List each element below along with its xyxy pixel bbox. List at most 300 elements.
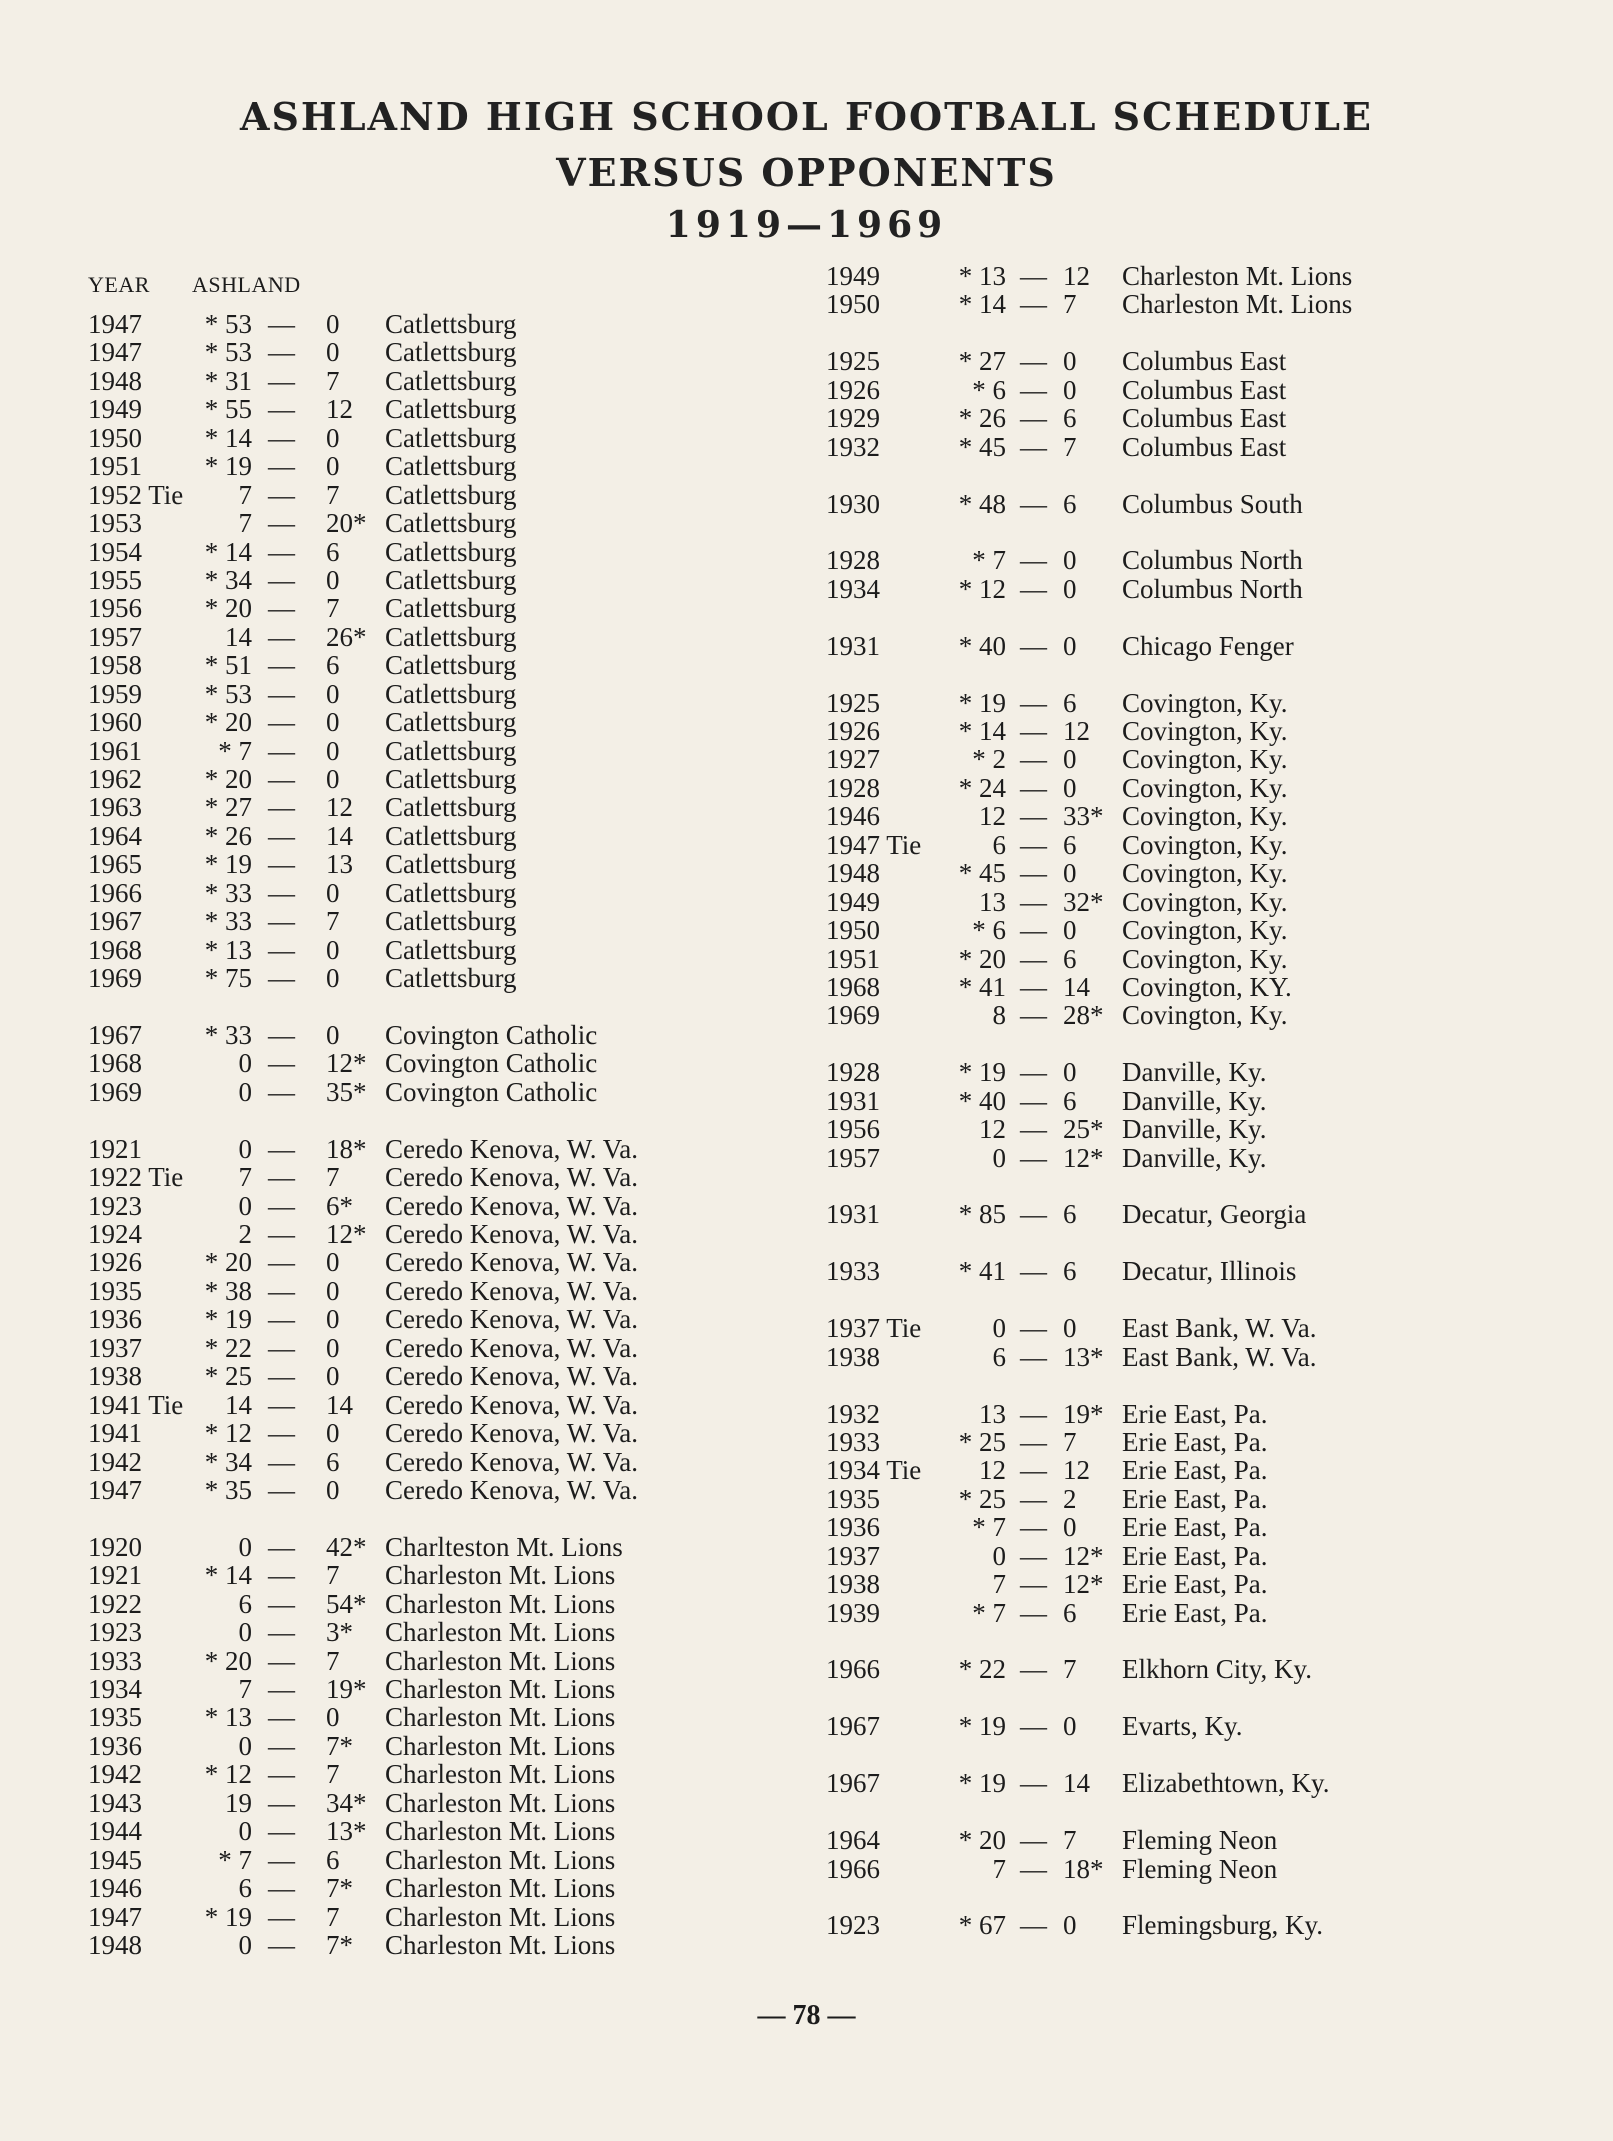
score-dash: — bbox=[268, 394, 295, 425]
opponent-score: 13* bbox=[1063, 1341, 1104, 1372]
game-year: 1931 bbox=[826, 1199, 880, 1230]
opponent-name: Charleston Mt. Lions bbox=[385, 1873, 616, 1904]
ashland-score: * 85 bbox=[958, 1199, 1006, 1230]
ashland-score: * 19 bbox=[958, 1768, 1006, 1799]
score-dash: — bbox=[268, 536, 295, 567]
game-year: 1929 bbox=[826, 403, 880, 434]
opponent-name: Ceredo Kenova, W. Va. bbox=[385, 1190, 638, 1221]
right-column bbox=[826, 262, 1586, 1940]
ashland-score: 0 bbox=[992, 1540, 1006, 1571]
score-dash: — bbox=[268, 1304, 295, 1335]
opponent-name: Catlettsburg bbox=[385, 764, 517, 794]
ashland-score: * 19 bbox=[204, 849, 252, 880]
score-dash: — bbox=[1020, 1199, 1047, 1230]
ashland-score: * 34 bbox=[204, 564, 252, 595]
opponent-name: Catlettsburg bbox=[385, 309, 517, 339]
schedule-row bbox=[88, 1647, 848, 1675]
score-dash: — bbox=[268, 1873, 295, 1904]
opponent-score: 0 bbox=[1063, 346, 1077, 377]
ashland-score: * 25 bbox=[958, 1483, 1006, 1514]
game-year: 1927 bbox=[826, 744, 880, 775]
opponent-name: Columbus South bbox=[1122, 488, 1303, 519]
score-dash: — bbox=[268, 1133, 295, 1164]
game-year: 1949 bbox=[88, 394, 142, 425]
game-year: 1939 bbox=[826, 1597, 880, 1628]
game-year: 1951 bbox=[826, 943, 880, 974]
schedule-row bbox=[88, 1419, 848, 1447]
ashland-score: 0 bbox=[238, 1190, 252, 1221]
game-year: 1951 bbox=[88, 451, 142, 482]
game-year: 1958 bbox=[88, 650, 142, 681]
schedule-row bbox=[826, 916, 1586, 944]
score-dash: — bbox=[268, 1588, 295, 1619]
schedule-row bbox=[88, 367, 848, 395]
opponent-score: 42* bbox=[326, 1531, 367, 1562]
opponent-score: 6 bbox=[1063, 403, 1077, 434]
opponent-name: Elkhorn City, Ky. bbox=[1122, 1654, 1312, 1685]
game-year: 1926 bbox=[826, 374, 880, 405]
opponent-score: 6 bbox=[1063, 1199, 1077, 1230]
score-dash: — bbox=[1020, 1512, 1047, 1543]
score-dash: — bbox=[1020, 1825, 1047, 1856]
section-gap bbox=[826, 1172, 1586, 1200]
opponent-name: Erie East, Pa. bbox=[1122, 1540, 1268, 1571]
score-dash: — bbox=[268, 877, 295, 908]
game-year: 1952 Tie bbox=[88, 479, 184, 510]
opponent-name: East Bank, W. Va. bbox=[1122, 1341, 1317, 1372]
opponent-name: Catlettsburg bbox=[385, 422, 517, 453]
game-year: 1956 bbox=[826, 1114, 880, 1145]
game-year: 1948 bbox=[88, 1929, 142, 1960]
game-year: 1967 bbox=[88, 906, 142, 937]
opponent-name: Ceredo Kenova, W. Va. bbox=[385, 1247, 638, 1278]
schedule-row bbox=[826, 1911, 1586, 1939]
opponent-score: 7 bbox=[326, 1901, 340, 1932]
opponent-score: 7 bbox=[1063, 289, 1077, 320]
ashland-score: * 41 bbox=[958, 971, 1006, 1002]
opponent-name: Columbus East bbox=[1122, 403, 1287, 434]
opponent-score: 18* bbox=[326, 1133, 367, 1164]
opponent-name: Catlettsburg bbox=[385, 934, 517, 965]
opponent-name: Chicago Fenger bbox=[1122, 630, 1294, 661]
schedule-row bbox=[88, 1561, 848, 1589]
score-dash: — bbox=[1020, 1085, 1047, 1116]
schedule-row bbox=[88, 1590, 848, 1618]
schedule-row bbox=[826, 717, 1586, 745]
opponent-score: 0 bbox=[1063, 1910, 1077, 1941]
schedule-row bbox=[88, 1049, 848, 1077]
opponent-score: 7 bbox=[326, 479, 340, 510]
schedule-row bbox=[826, 575, 1586, 603]
game-year: 1950 bbox=[826, 915, 880, 946]
game-year: 1924 bbox=[88, 1219, 142, 1249]
section-gap bbox=[826, 518, 1586, 546]
schedule-row bbox=[826, 888, 1586, 916]
opponent-name: Danville, Ky. bbox=[1122, 1057, 1267, 1088]
score-dash: — bbox=[268, 1446, 295, 1477]
opponent-name: Charleston Mt. Lions bbox=[385, 1560, 616, 1591]
game-year: 1933 bbox=[88, 1645, 142, 1676]
opponent-score: 0 bbox=[1063, 858, 1077, 889]
game-year: 1966 bbox=[826, 1654, 880, 1685]
score-dash: — bbox=[268, 1019, 295, 1050]
opponent-score: 0 bbox=[326, 1247, 340, 1278]
game-year: 1967 bbox=[88, 1019, 142, 1050]
opponent-name: Ceredo Kenova, W. Va. bbox=[385, 1446, 638, 1477]
game-year: 1936 bbox=[826, 1512, 880, 1543]
score-dash: — bbox=[268, 792, 295, 823]
opponent-score: 19* bbox=[1063, 1398, 1104, 1429]
opponent-name: Covington Catholic bbox=[385, 1048, 598, 1079]
game-year: 1969 bbox=[88, 1076, 142, 1107]
schedule-row bbox=[826, 433, 1586, 461]
game-year: 1962 bbox=[88, 764, 142, 794]
ashland-score: * 67 bbox=[958, 1910, 1006, 1941]
schedule-row bbox=[88, 1135, 848, 1163]
opponent-name: Covington, KY. bbox=[1122, 971, 1292, 1002]
opponent-score: 7 bbox=[326, 1645, 340, 1676]
ashland-score: * 40 bbox=[958, 630, 1006, 661]
schedule-row bbox=[826, 945, 1586, 973]
game-year: 1949 bbox=[826, 886, 880, 917]
ashland-score: * 45 bbox=[958, 431, 1006, 462]
opponent-score: 6 bbox=[326, 536, 340, 567]
opponent-name: Charleston Mt. Lions bbox=[385, 1787, 616, 1818]
ashland-score: * 6 bbox=[972, 374, 1006, 405]
opponent-score: 7 bbox=[326, 365, 340, 396]
schedule-row bbox=[88, 338, 848, 366]
opponent-score: 13* bbox=[326, 1816, 367, 1847]
ashland-score: 7 bbox=[238, 1162, 252, 1193]
ashland-score: * 14 bbox=[204, 422, 252, 453]
page-number: — 78 — bbox=[757, 2000, 856, 2031]
ashland-score: * 20 bbox=[204, 1645, 252, 1676]
opponent-score: 0 bbox=[1063, 915, 1077, 946]
game-year: 1936 bbox=[88, 1304, 142, 1335]
schedule-row bbox=[826, 1485, 1586, 1513]
opponent-score: 6 bbox=[1063, 943, 1077, 974]
schedule-row bbox=[88, 850, 848, 878]
score-dash: — bbox=[1020, 1057, 1047, 1088]
opponent-score: 19* bbox=[326, 1674, 367, 1704]
score-dash: — bbox=[268, 1929, 295, 1960]
ashland-score: * 24 bbox=[958, 772, 1006, 803]
score-dash: — bbox=[268, 1759, 295, 1790]
opponent-name: Covington, Ky. bbox=[1122, 801, 1288, 832]
ashland-score: * 20 bbox=[204, 593, 252, 624]
opponent-score: 14 bbox=[1063, 971, 1090, 1002]
opponent-name: Ceredo Kenova, W. Va. bbox=[385, 1162, 638, 1193]
game-year: 1926 bbox=[88, 1247, 142, 1278]
opponent-name: Danville, Ky. bbox=[1122, 1085, 1267, 1116]
opponent-name: Charleston Mt. Lions bbox=[1122, 261, 1353, 291]
ashland-score: * 33 bbox=[204, 1019, 252, 1050]
game-year: 1933 bbox=[826, 1426, 880, 1457]
game-year: 1959 bbox=[88, 678, 142, 709]
opponent-name: Charleston Mt. Lions bbox=[385, 1702, 616, 1733]
game-year: 1954 bbox=[88, 536, 142, 567]
ashland-score: * 22 bbox=[958, 1654, 1006, 1685]
score-dash: — bbox=[268, 564, 295, 595]
score-dash: — bbox=[1020, 374, 1047, 405]
game-year: 1931 bbox=[826, 630, 880, 661]
ashland-score: 14 bbox=[225, 1389, 252, 1420]
game-year: 1923 bbox=[826, 1910, 880, 1941]
opponent-score: 28* bbox=[1063, 1000, 1104, 1031]
game-year: 1947 bbox=[88, 1901, 142, 1932]
ashland-score: 14 bbox=[225, 621, 252, 652]
score-dash: — bbox=[1020, 431, 1047, 462]
schedule-row bbox=[826, 1343, 1586, 1371]
left-column bbox=[88, 310, 848, 1959]
ashland-score: 0 bbox=[992, 1313, 1006, 1344]
game-year: 1969 bbox=[88, 963, 142, 994]
opponent-name: Covington, Ky. bbox=[1122, 1000, 1288, 1031]
game-year: 1920 bbox=[88, 1531, 142, 1562]
schedule-row bbox=[826, 859, 1586, 887]
opponent-name: Evarts, Ky. bbox=[1122, 1711, 1243, 1742]
score-dash: — bbox=[1020, 1853, 1047, 1884]
score-dash: — bbox=[268, 764, 295, 794]
opponent-score: 0 bbox=[326, 735, 340, 766]
ashland-score: * 13 bbox=[204, 1702, 252, 1733]
game-year: 1926 bbox=[826, 716, 880, 746]
opponent-name: Covington, Ky. bbox=[1122, 744, 1288, 775]
ashland-score: 7 bbox=[992, 1569, 1006, 1600]
schedule-row bbox=[88, 1021, 848, 1049]
opponent-score: 0 bbox=[326, 963, 340, 994]
opponent-name: Erie East, Pa. bbox=[1122, 1426, 1268, 1457]
score-dash: — bbox=[268, 1560, 295, 1591]
schedule-row bbox=[826, 1826, 1586, 1854]
opponent-name: Charleston Mt. Lions bbox=[385, 1730, 616, 1761]
score-dash: — bbox=[1020, 744, 1047, 775]
ashland-score: * 20 bbox=[204, 764, 252, 794]
game-year: 1960 bbox=[88, 707, 142, 738]
ashland-score: * 7 bbox=[218, 735, 252, 766]
game-year: 1938 bbox=[826, 1569, 880, 1600]
game-year: 1934 bbox=[826, 573, 880, 604]
opponent-name: Charleston Mt. Lions bbox=[385, 1617, 616, 1648]
game-year: 1968 bbox=[826, 971, 880, 1002]
ashland-score: 12 bbox=[979, 801, 1006, 832]
schedule-row bbox=[826, 1456, 1586, 1484]
opponent-name: Flemingsburg, Ky. bbox=[1122, 1910, 1324, 1941]
opponent-score: 12* bbox=[1063, 1142, 1104, 1173]
score-dash: — bbox=[1020, 915, 1047, 946]
schedule-row bbox=[88, 822, 848, 850]
schedule-row bbox=[826, 1655, 1586, 1683]
opponent-score: 0 bbox=[326, 764, 340, 794]
ashland-score: * 12 bbox=[958, 573, 1006, 604]
opponent-score: 34* bbox=[326, 1787, 367, 1818]
opponent-name: Danville, Ky. bbox=[1122, 1114, 1267, 1145]
opponent-name: Catlettsburg bbox=[385, 621, 517, 652]
schedule-row bbox=[88, 1703, 848, 1731]
schedule-row bbox=[88, 1817, 848, 1845]
score-dash: — bbox=[268, 707, 295, 738]
score-dash: — bbox=[268, 422, 295, 453]
opponent-score: 7* bbox=[326, 1730, 353, 1761]
schedule-row bbox=[88, 1476, 848, 1504]
schedule-row bbox=[826, 1314, 1586, 1342]
ashland-score: * 35 bbox=[204, 1474, 252, 1505]
opponent-name: Catlettsburg bbox=[385, 479, 517, 510]
ashland-score: * 20 bbox=[204, 707, 252, 738]
game-year: 1937 bbox=[826, 1540, 880, 1571]
game-year: 1925 bbox=[826, 346, 880, 377]
opponent-score: 35* bbox=[326, 1076, 367, 1107]
schedule-row bbox=[826, 1400, 1586, 1428]
opponent-score: 12* bbox=[326, 1048, 367, 1079]
schedule-row bbox=[826, 376, 1586, 404]
ashland-score: * 27 bbox=[204, 792, 252, 823]
score-dash: — bbox=[268, 1901, 295, 1932]
game-year: 1934 Tie bbox=[826, 1455, 922, 1486]
game-year: 1934 bbox=[88, 1674, 142, 1704]
opponent-score: 0 bbox=[1063, 1711, 1077, 1742]
ashland-score: * 7 bbox=[972, 1597, 1006, 1628]
opponent-score: 0 bbox=[326, 934, 340, 965]
score-dash: — bbox=[1020, 261, 1047, 291]
score-dash: — bbox=[268, 1645, 295, 1676]
schedule-row bbox=[826, 1115, 1586, 1143]
score-dash: — bbox=[268, 1844, 295, 1875]
opponent-name: Catlettsburg bbox=[385, 593, 517, 624]
schedule-row bbox=[88, 566, 848, 594]
score-dash: — bbox=[1020, 1341, 1047, 1372]
opponent-name: Charleston Mt. Lions bbox=[385, 1901, 616, 1932]
section-gap bbox=[88, 1106, 848, 1134]
section-gap bbox=[826, 1798, 1586, 1826]
ashland-score: * 45 bbox=[958, 858, 1006, 889]
score-dash: — bbox=[268, 820, 295, 851]
score-dash: — bbox=[1020, 1142, 1047, 1173]
schedule-row bbox=[88, 793, 848, 821]
game-year: 1923 bbox=[88, 1617, 142, 1648]
opponent-name: Catlettsburg bbox=[385, 394, 517, 425]
score-dash: — bbox=[268, 1361, 295, 1392]
section-gap bbox=[826, 1286, 1586, 1314]
score-dash: — bbox=[1020, 289, 1047, 320]
section-gap bbox=[826, 660, 1586, 688]
section-gap bbox=[826, 603, 1586, 631]
opponent-name: Ceredo Kenova, W. Va. bbox=[385, 1361, 638, 1392]
score-dash: — bbox=[1020, 1313, 1047, 1344]
ashland-score: 19 bbox=[225, 1787, 252, 1818]
opponent-score: 7* bbox=[326, 1873, 353, 1904]
score-dash: — bbox=[1020, 829, 1047, 860]
opponent-name: East Bank, W. Va. bbox=[1122, 1313, 1317, 1344]
section-gap bbox=[88, 993, 848, 1021]
opponent-name: Catlettsburg bbox=[385, 564, 517, 595]
schedule-row bbox=[826, 490, 1586, 518]
opponent-name: Charleston Mt. Lions bbox=[385, 1588, 616, 1619]
opponent-score: 0 bbox=[326, 1361, 340, 1392]
opponent-name: Danville, Ky. bbox=[1122, 1142, 1267, 1173]
opponent-score: 0 bbox=[326, 707, 340, 738]
score-dash: — bbox=[268, 1162, 295, 1193]
opponent-score: 7 bbox=[1063, 1825, 1077, 1856]
ashland-score: * 7 bbox=[972, 545, 1006, 576]
opponent-name: Decatur, Illinois bbox=[1122, 1256, 1297, 1287]
schedule-row bbox=[88, 964, 848, 992]
opponent-score: 0 bbox=[1063, 545, 1077, 576]
ashland-score: 12 bbox=[979, 1114, 1006, 1145]
opponent-score: 0 bbox=[1063, 1313, 1077, 1344]
score-dash: — bbox=[268, 309, 295, 339]
score-dash: — bbox=[1020, 971, 1047, 1002]
score-dash: — bbox=[1020, 1000, 1047, 1031]
game-year: 1953 bbox=[88, 508, 142, 539]
opponent-name: Covington Catholic bbox=[385, 1019, 598, 1050]
ashland-score: 0 bbox=[238, 1048, 252, 1079]
section-gap bbox=[826, 1627, 1586, 1655]
ashland-score: * 55 bbox=[204, 394, 252, 425]
opponent-score: 0 bbox=[1063, 744, 1077, 775]
opponent-name: Catlettsburg bbox=[385, 877, 517, 908]
score-dash: — bbox=[268, 735, 295, 766]
ashland-score: * 6 bbox=[972, 915, 1006, 946]
ashland-score: 12 bbox=[979, 1455, 1006, 1486]
ashland-score: * 20 bbox=[958, 943, 1006, 974]
score-dash: — bbox=[1020, 403, 1047, 434]
opponent-score: 6 bbox=[1063, 488, 1077, 519]
score-dash: — bbox=[268, 849, 295, 880]
schedule-row bbox=[88, 481, 848, 509]
opponent-score: 33* bbox=[1063, 801, 1104, 832]
opponent-name: Charlteston Mt. Lions bbox=[385, 1531, 623, 1562]
game-year: 1935 bbox=[826, 1483, 880, 1514]
score-dash: — bbox=[268, 963, 295, 994]
game-year: 1949 bbox=[826, 261, 880, 291]
opponent-name: Ceredo Kenova, W. Va. bbox=[385, 1304, 638, 1335]
opponent-score: 0 bbox=[326, 1418, 340, 1449]
ashland-score: 7 bbox=[238, 1674, 252, 1704]
schedule-row bbox=[826, 1570, 1586, 1598]
score-dash: — bbox=[268, 1275, 295, 1306]
opponent-score: 12* bbox=[1063, 1569, 1104, 1600]
opponent-score: 12 bbox=[1063, 261, 1090, 291]
opponent-score: 0 bbox=[326, 1474, 340, 1505]
schedule-row bbox=[88, 538, 848, 566]
opponent-score: 32* bbox=[1063, 886, 1104, 917]
ashland-score: 8 bbox=[992, 1000, 1006, 1031]
schedule-row bbox=[88, 1846, 848, 1874]
schedule-row bbox=[826, 262, 1586, 290]
ashland-score: 6 bbox=[992, 1341, 1006, 1372]
schedule-row bbox=[88, 737, 848, 765]
section-gap bbox=[826, 319, 1586, 347]
schedule-row bbox=[826, 1001, 1586, 1029]
opponent-score: 0 bbox=[1063, 630, 1077, 661]
score-dash: — bbox=[1020, 1654, 1047, 1685]
opponent-name: Erie East, Pa. bbox=[1122, 1569, 1268, 1600]
page-subtitle: VERSUS OPPONENTS bbox=[556, 150, 1057, 195]
schedule-row bbox=[826, 831, 1586, 859]
opponent-score: 0 bbox=[1063, 772, 1077, 803]
ashland-score: * 7 bbox=[218, 1844, 252, 1875]
opponent-score: 7 bbox=[326, 906, 340, 937]
opponent-score: 0 bbox=[326, 422, 340, 453]
score-dash: — bbox=[1020, 545, 1047, 576]
game-year: 1921 bbox=[88, 1560, 142, 1591]
game-year: 1947 bbox=[88, 1474, 142, 1505]
opponent-name: Catlettsburg bbox=[385, 707, 517, 738]
schedule-row bbox=[88, 1220, 848, 1248]
score-dash: — bbox=[1020, 1398, 1047, 1429]
schedule-row bbox=[88, 1618, 848, 1646]
